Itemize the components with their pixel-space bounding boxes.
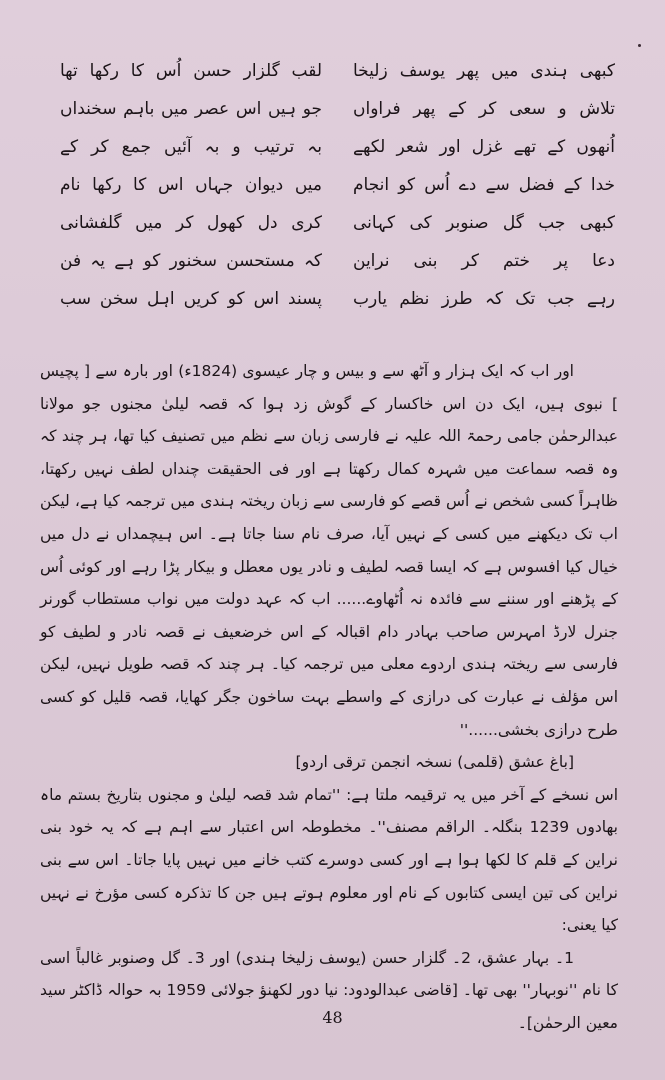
verse-line: دعا پر ختم کر بنی نراین (353, 251, 615, 271)
verse-line: کبھی جب گل صنوبر کی کہانی (353, 213, 615, 233)
verse-line: خدا کے فضل سے دے اُس کو انجام (353, 175, 615, 195)
verse-line: کہ مستحسن سخنور کو ہے یہ فن (60, 251, 322, 271)
verse-line: بہ ترتیب و بہ آئیں جمع کر کے (60, 137, 322, 157)
verse-line: کبھی ہندی میں پھر یوسف زلیخا (353, 61, 615, 81)
verse-line: کری دل کھول کر میں گلفشانی (60, 213, 322, 233)
prose-block (40, 355, 618, 1039)
verse-line: جو ہیں اس عصر میں باہم سخنداں (60, 99, 322, 119)
verse-line: لقب گلزار حسن اُس کا رکھا تھا (60, 61, 322, 81)
poem-right-column (353, 52, 615, 342)
verse-line: تلاش و سعی کر کے پھر فراواں (353, 99, 615, 119)
verse-line: رہے جب تک کہ طرز نظم یارب (353, 289, 615, 309)
paragraph-book-list: 1۔ بہار عشق، 2۔ گلزار حسن (یوسف زلیخا ہندی) اور 3۔ گل وصنوبر غالباً اسی کا نام ''نوبہار'' بھی تھا۔ [قاضی عبدالودود: نیا دور لکھنؤ جولائی 1959 بہ حوالہ ڈاکٹر سید معین الرحمٰن]۔ (40, 948, 618, 1032)
poem-left-column (60, 52, 322, 342)
verse-line: پسند اس کو کریں اہل سخن سب (60, 289, 322, 309)
poem-block (60, 52, 615, 342)
source-caption: [باغ عشق (قلمی) نسخہ انجمن ترقی اردو] (295, 753, 574, 772)
verse-line: اُنھوں کے تھے غزل اور شعر لکھے (353, 137, 615, 157)
ink-speck (638, 44, 641, 47)
verse-line: میں دیوان جہاں اس کا رکھا نام (60, 175, 322, 195)
page-number: 48 (322, 1008, 343, 1027)
paragraph-colophon: اس نسخے کے آخر میں یہ ترقیمہ ملتا ہے: ''تمام شد قصہ لیلیٰ و مجنوں بتاریخ بستم ماہ بھادوں 1239 بنگلہ۔ الراقم مصنف''۔ مخطوطہ اس اعتبار سے اہم ہے کہ یہ خود بنی نراین کے قلم کا لکھا ہوا ہے اور کسی دوسرے کتب خانے میں نہیں پایا جاتا۔ اس سے بنی نراین کی تین ایسی کتابوں کے نام اور معلوم ہوتے ہیں جن کا تذکرہ کسی مؤرخ نے نہیں کیا یعنی: (40, 785, 618, 935)
paragraph-quotation: اور اب کہ ایک ہزار و آٹھ سے و بیس و چار عیسوی (1824ء) اور بارہ سے [ پچیس ] نبوی ہیں، ایک دن اس خاکسار کے گوش زد ہوا کہ قصہ لیلیٰ مجنوں جو مولانا عبدالرحمٰن جامی رحمۃ اللہ علیہ نے فارسی زبان سے نظم میں تصنیف کیا تھا، ہر چند کہ وہ قصہ سماعت میں شہرہ کمال رکھتا ہے اور فی الحقیقت چنداں لطف نہیں رکھتا، ظاہراً کسی شخص نے اُس قصے کو فارسی سے زبان ریختہ ہندی میں ترجمہ کیا ہے، لیکن اب تک دیکھنے میں کسی کے نہیں آیا، صرف نام سنا جاتا ہے۔ اس ہیچمداں نے دل میں خیال کیا افسوس ہے کہ ایسا قصہ لطیف و نادر یوں معطل و بیکار پڑا رہے اور کوئی اُس کے پڑھنے اور سننے سے فائدہ نہ اُٹھاوے...... اب کہ عہد دولت میں نواب مستطاب گورنر جنرل لارڈ امہرس صاحب بہادر دام اقبالہ کے اس خرضعیف نے قصہ نادر و لطیف کو فارسی سے ریختہ ہندی اردوے معلی میں ترجمہ کیا۔ ہر چند کہ قصہ طویل نہیں، لیکن اس مؤلف نے عبارت کی درازی کے واسطے بہت ساخون جگر کھایا، قصہ قلیل کو کسی طرح درازی بخشی......'' (40, 362, 618, 739)
